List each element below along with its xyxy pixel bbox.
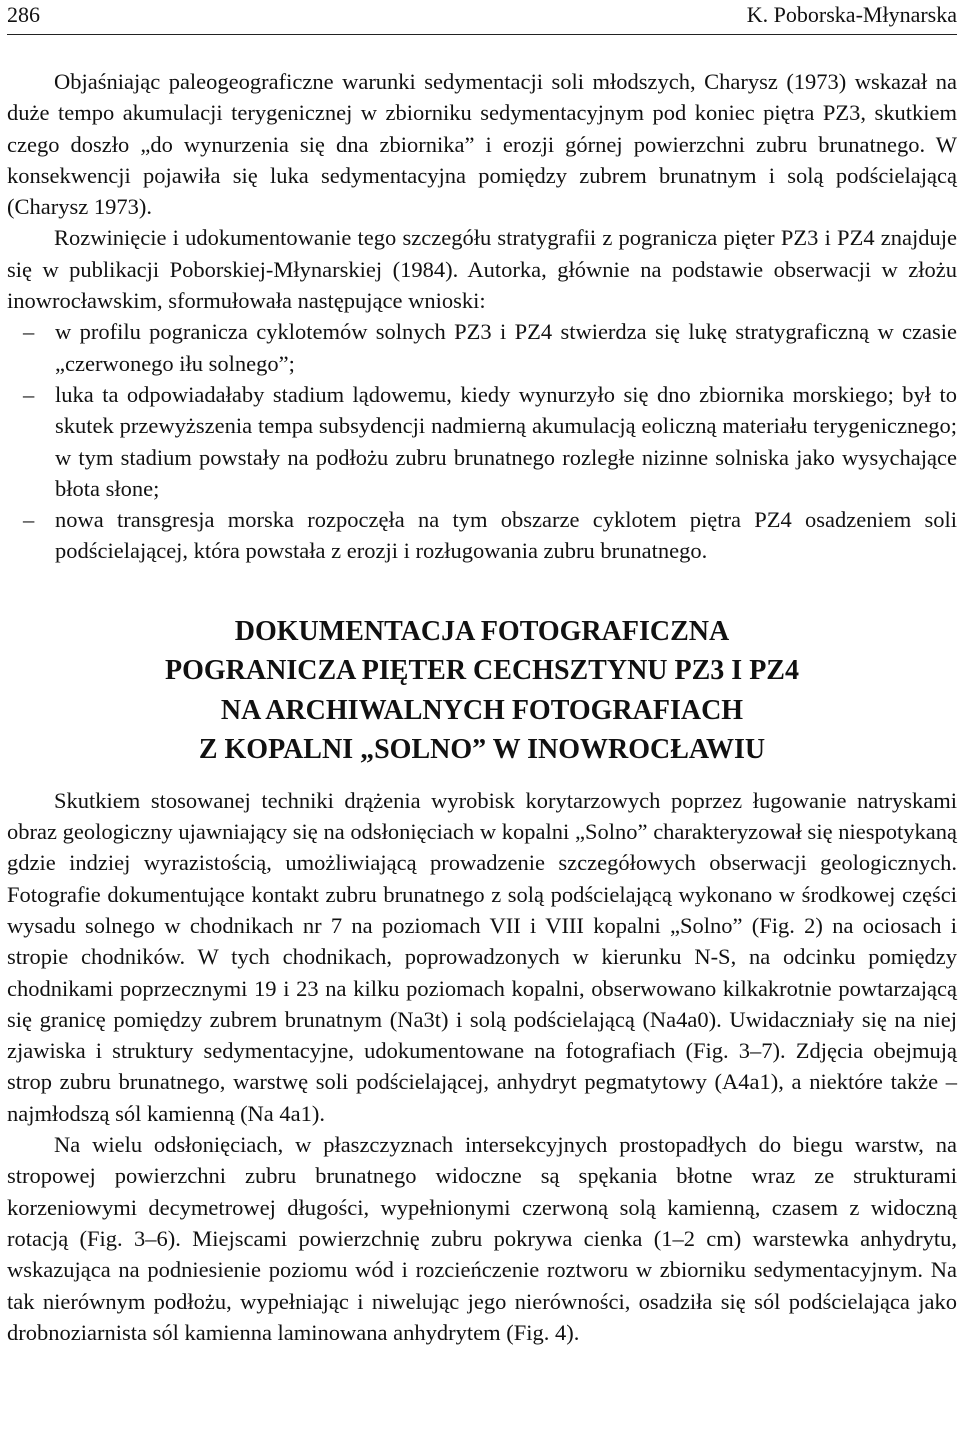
body-paragraph-1: Skutkiem stosowanej techniki drążenia wyrobisk korytarzowych poprzez ługowanie natryskami obraz geologiczny ujawniający się na odsłonięciach w kopalni „Solno” charakteryzował się niespotykaną gdzie indziej wyrazistością, umożliwiającą prowadzenie szczegółowych obserwacji geologicznych. Fotografie dokumentujące kontakt zubru brunatnego z solą podścielającą wykonano w środkowej części wysadu solnego w chodnikach nr 7 na poziomach VII i VIII kopalni „Solno” (Fig. 2) na ociosach i stropie chodników. W tych chodnikach, poprowadzonych w kierunku N-S, na odcinku pomiędzy chodnikami poprzecznymi 19 i 23 na kilku poziomach kopalni, obserwowano kilkakrotnie powtarzającą się granicę pomiędzy zubrem brunatnym (Na3t) i solą podścielającą (Na4a0). Uwidaczniały się na niej zjawiska i struktury sedymentacyjne, udokumentowane na fotografiach (Fig. 3–7). Zdjęcia obejmują strop zubru brunatnego, warstwę soli podścielającej, anhydryt pegmatytowy (A4a1), a niektóre także – najmłodszą sól kamienną (Na 4a1). xyxy=(7,787,957,1126)
body-paragraph-2: Na wielu odsłonięciach, w płaszczyznach intersekcyjnych prostopadłych do biegu warstw, na stropowej powierzchni zubru brunatnego widoczne są spękania błotne wraz ze strukturami korzeniowymi decymetrowej długości, wypełnionymi czerwoną solą kamienną, czasem z widoczną rotacją (Fig. 3–6). Miejscami powierzchnię zubru pokrywa cienka (1–2 cm) warstewka anhydrytu, wskazująca na podniesienie poziomu wód i rozcieńczenie roztworu w zbiorniku sedymentacyjnym. Na tak nierównym podłożu, wypełniając i niwelując jego nierówności, osadziła się sól podścielająca jako drobnoziarnista sól kamienna laminowana anhydrytem (Fig. 4). xyxy=(7,1132,957,1345)
list-item-text: w profilu pogranicza cyklotemów solnych PZ3 i PZ4 stwierdza się lukę stratygraficzną w czasie „czerwonego iłu solnego”; xyxy=(55,319,957,376)
section-heading xyxy=(7,612,957,770)
conclusions-list xyxy=(7,316,957,566)
list-item-text: luka ta odpowiadałaby stadium lądowemu, kiedy wynurzyło się dno zbiornika morskiego; był to skutek przewyższenia tempa subsydencji nadmierną akumulacją eoliczną materiału terygenicznego; w tym stadium powstały na podłożu zubru brunatnego rozległe nizinne solniska jako wysychające błota słone; xyxy=(55,381,957,501)
running-header xyxy=(7,0,957,35)
section-heading-line: Z KOPALNI „SOLNO” W INOWROCŁAWIU xyxy=(198,734,766,766)
list-item xyxy=(7,379,957,504)
running-author: K. Poborska-Młynarska xyxy=(746,2,957,27)
list-item-text: nowa transgresja morska rozpoczęła na tym obszarze cyklotem piętra PZ4 osadzeniem soli podścielającej, która powstała z erozji i rozługowania zubru brunatnego. xyxy=(55,507,957,564)
list-item xyxy=(7,316,957,379)
section-heading-line: NA ARCHIWALNYCH FOTOGRAFIACH xyxy=(220,694,744,726)
page-number: 286 xyxy=(7,2,40,27)
intro-paragraph-1: Objaśniając paleogeograficzne warunki sedymentacji soli młodszych, Charysz (1973) wskazał na duże tempo akumulacji terygenicznej w zbiorniku sedymentacyjnym pod koniec piętra PZ3, skutkiem czego doszło „do wynurzenia się dna zbiornika” i erozji górnej powierzchni zubru brunatnego. W konsekwencji pojawiła się luka sedymentacyjna pomiędzy zubrem brunatnym i solą podścielającą (Charysz 1973). xyxy=(7,69,957,220)
journal-page xyxy=(7,0,957,1348)
list-bullet-dash: – xyxy=(23,381,35,407)
intro-paragraph-2: Rozwinięcie i udokumentowanie tego szczegółu stratygrafii z pogranicza pięter PZ3 i PZ4 znajduje się w publikacji Poborskiej-Młynarskiej (1984). Autorka, głównie na podstawie obserwacji w złożu inowrocławskim, sformułowała następujące wnioski: xyxy=(7,225,957,314)
list-bullet-dash: – xyxy=(23,507,35,533)
section-heading-line: POGRANICZA PIĘTER CECHSZTYNU PZ3 I PZ4 xyxy=(165,655,799,687)
section-heading-line: DOKUMENTACJA FOTOGRAFICZNA xyxy=(234,615,730,647)
list-bullet-dash: – xyxy=(23,319,35,345)
list-item xyxy=(7,504,957,567)
